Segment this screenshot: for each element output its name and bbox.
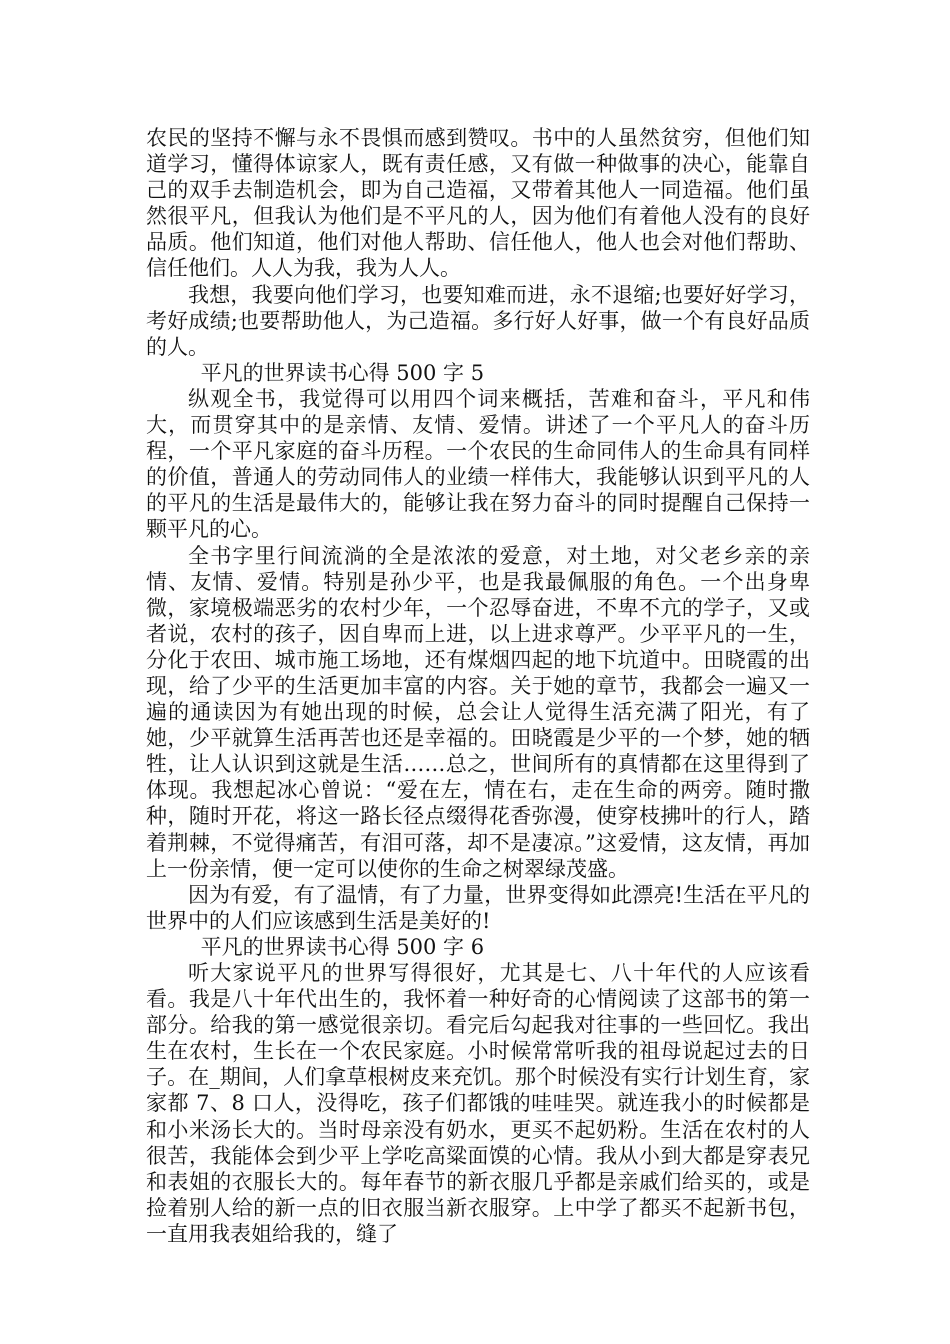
paragraph-love: 全书字里行间流淌的全是浓浓的爱意，对土地，对父老乡亲的亲情、友情、爱情。特别是孙少平，也是我最佩服的角色。一个出身卑微，家境极端恶劣的农村少年，一个忍辱奋进，不卑不亢的学子，又或者说，农村的孩子，因自卑而上进，以上进求尊严。少平平凡的一生，分化于农田、城市施工场地，还有煤烟四起的地下坑道中。田晓霞的出现，给了少平的生活更加丰富的内容。关于她的章节，我都会一遍又一遍的通读因为有她出现的时候，总会让人觉得生活充满了阳光，有了她，少平就算生活再苦也还是幸福的。田晓霞是少平的一个梦，她的牺牲，让人认识到这就是生活……总之，世间所有的真情都在这里得到了体现。我想起冰心曾说：“爱在左，情在右，走在生命的两旁。随时撒种，随时开花，将这一路长径点缀得花香弥漫，使穿枝拂叶的行人，踏着荆棘，不觉得痛苦，有泪可落，却不是凄凉。”这爱情，这友情，再加上一份亲情，便一定可以使你的生命之树翠绿茂盛。: [146, 543, 810, 881]
paragraph-memories: 听大家说平凡的世界写得很好，尤其是七、八十年代的人应该看看。我是八十年代出生的，我怀着一种好奇的心情阅读了这部书的第一部分。给我的第一感觉很亲切。看完后勾起我对往事的一些回忆。我出生在农村，生长在一个农民家庭。小时候常常听我的祖母说起过去的日子。在_期间，人们拿草根树皮来充饥。那个时候没有实行计划生育，家家都 7、8 口人，没得吃，孩子们都饿的哇哇哭。就连我小的时候都是和小米汤长大的。当时母亲没有奶水，更买不起奶粉。生活在农村的人很苦，我能体会到少平上学吃高粱面馍的心情。我从小到大都是穿表兄和表姐的衣服长大的。每年春节的新衣服几乎都是亲戚们给买的，或是捡着别人给的新一点的旧衣服当新衣服穿。上中学了都买不起新书包，一直用我表姐给我的，缝了: [146, 961, 810, 1246]
paragraph-resolve: 我想，我要向他们学习，也要知难而进，永不退缩;也要好好学习，考好成绩;也要帮助他人，为己造福。多行好人好事，做一个有良好品质的人。: [146, 282, 810, 359]
paragraph-overview: 纵观全书，我觉得可以用四个词来概括，苦难和奋斗，平凡和伟大，而贯穿其中的是亲情、友情、爱情。讲述了一个平凡人的奋斗历程，一个平凡家庭的奋斗历程。一个农民的生命同伟人的生命具有同样的价值，普通人的劳动同伟人的业绩一样伟大，我能够认识到平凡的人的平凡的生活是最伟大的，能够让我在努力奋斗的同时提醒自己保持一颗平凡的心。: [146, 386, 810, 542]
section-heading-6: 平凡的世界读书心得 500 字 6: [200, 934, 485, 959]
section-heading-5: 平凡的世界读书心得 500 字 5: [200, 360, 485, 385]
paragraph-continued: 农民的坚持不懈与永不畏惧而感到赞叹。书中的人虽然贫穷，但他们知道学习，懂得体谅家人，既有责任感，又有做一种做事的决心，能靠自己的双手去制造机会，即为自己造福，又带着其他人一同造福。他们虽然很平凡，但我认为他们是不平凡的人，因为他们有着他人没有的良好品质。他们知道，他们对他人帮助、信任他人，他人也会对他们帮助、信任他们。人人为我，我为人人。: [146, 126, 810, 281]
document-page: [146, 125, 810, 1247]
paragraph-conclusion: 因为有爱，有了温情，有了力量，世界变得如此漂亮!生活在平凡的世界中的人们应该感到生活是美好的!: [146, 882, 810, 933]
